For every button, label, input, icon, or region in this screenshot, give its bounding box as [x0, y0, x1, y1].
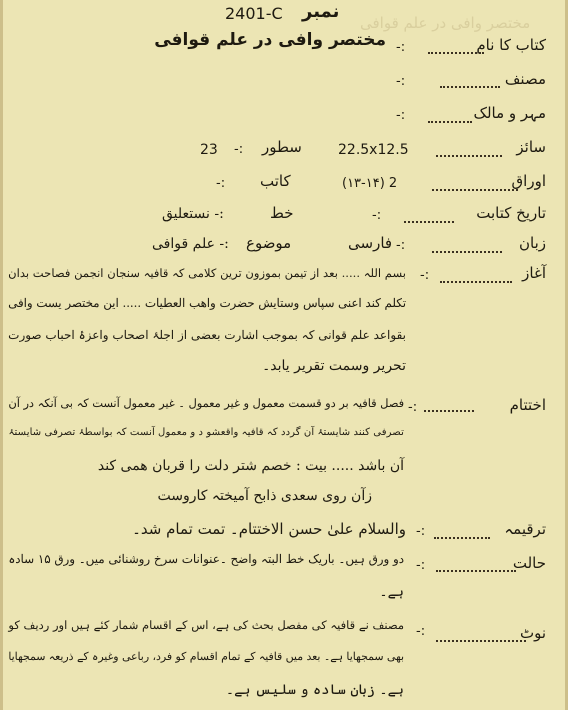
field-label-colophon: ترقیمہ — [504, 520, 546, 538]
opening-line: تکلم کند اعنی سپاس وستایش حضرت واھب العطیات ..... این مختصر یست وافی — [8, 296, 406, 310]
field-sep: :- — [396, 108, 406, 123]
dot-leader — [440, 281, 512, 283]
field-sep: :- — [396, 74, 406, 89]
field-label-book-name: کتاب کا نام — [476, 36, 546, 54]
note-line: مصنف نے قافیہ کی مفصل بحث کی ہے، اس کے اقسام شمار کئے ہیں اور ردیف کو — [8, 618, 404, 632]
subject-label: موضوع — [246, 234, 292, 252]
field-sep: :- — [416, 524, 426, 539]
book-title: مختصر وافی در علم قوافی — [154, 30, 386, 50]
opening-line: بقواعد علم قوانی کہ بموجب اشارت بعضی از اجلۂ اصحاب واعزۂ احباب صورت — [8, 328, 406, 342]
field-sep: :- — [408, 400, 418, 415]
field-sep: :- — [396, 40, 406, 55]
closing-line: آن باشد ..... بیت : خصم شتر دلت را قربان ھمی کند — [97, 458, 404, 474]
dot-leader — [404, 221, 454, 223]
lines-sep: :- — [234, 142, 244, 157]
script-value: :- نستعلیق — [162, 206, 224, 222]
field-label-closing: اختتام — [509, 396, 546, 414]
colophon-value: والسلام علیٰ حسن الاختتام۔ تمت تمام شد۔ — [132, 520, 406, 538]
field-sep: :- — [416, 624, 426, 639]
dot-leader — [428, 52, 484, 54]
language-value: فارسی — [348, 234, 393, 252]
dot-leader — [440, 86, 500, 88]
field-sep: :- — [396, 238, 406, 253]
field-label-condition: حالت — [512, 554, 546, 572]
dot-leader — [424, 410, 474, 412]
dot-leader — [428, 121, 472, 123]
closing-line: زآن روی سعدی ذابح آمیختہ کاروست — [157, 488, 372, 504]
lines-value: 23 — [200, 142, 218, 158]
opening-line: بسم اللہ ..... بعد از تیمن بموزون ترین کلامی کہ قافیہ سنجان انجمن فصاحت بدان — [8, 266, 406, 280]
dot-leader — [432, 251, 502, 253]
field-label-language: زبان — [518, 234, 546, 252]
size-value: 22.5x12.5 — [338, 142, 409, 158]
field-label-size: سائز — [516, 138, 546, 156]
closing-line: فصل قافیہ بر دو قسمت معمول و غیر معمول ۔ غیر معمول آنست کہ بی آنکہ در آن — [8, 396, 404, 410]
field-label-note: نوٹ — [519, 624, 546, 642]
dot-leader — [436, 640, 526, 642]
subject-value: :- علم قوافی — [152, 236, 229, 252]
scribe-label: کاتب — [260, 172, 291, 190]
closing-line: تصرفی کنند شایستۂ آن گردد کہ قافیہ واقعشو د و معمول آنست کہ بواسطۂ تصرفی شایستۂ — [8, 426, 404, 438]
dot-leader — [436, 570, 516, 572]
field-label-folios: اوراق — [511, 172, 546, 190]
field-sep: :- — [416, 558, 426, 573]
field-sep: :- — [420, 268, 430, 283]
dot-leader — [436, 155, 502, 157]
opening-line: تحریر وسمت تقریر یابد۔ — [262, 358, 406, 374]
page-edge-left — [0, 0, 3, 710]
condition-line: ہے۔ — [379, 584, 404, 600]
dot-leader — [434, 537, 490, 539]
catalog-number: 2401-C — [225, 4, 283, 23]
field-label-opening: آغاز — [522, 264, 546, 282]
condition-line: دو ورق ہیں۔ باریک خط البتہ واضح ۔عنوانات سرخ روشنائی میں۔ ورق ۱۵ سادہ — [8, 552, 404, 566]
field-label-author: مصنف — [504, 70, 546, 88]
script-label: خط — [270, 204, 294, 222]
scribe-sep: :- — [216, 176, 226, 191]
lines-label: سطور — [262, 138, 302, 156]
field-label-seal-owner: مہر و مالک — [473, 104, 546, 122]
note-line: ہے۔ زبان سادہ و سلیس ہے۔ — [225, 682, 404, 698]
note-line: بھی سمجھایا ہے۔ بعد میں قافیہ کے تمام اقسام کو فرد، رباعی وغیرہ کے ذریعہ سمجھایا — [8, 650, 404, 663]
dot-leader — [432, 189, 518, 191]
folios-value: 2 (۱۳-۱۴) — [342, 176, 398, 191]
field-label-date: تاریخ کتابت — [476, 204, 546, 222]
faded-bleed-text: مختصر وافی در علم قوافی — [360, 14, 531, 32]
catalog-number-label: نمبر — [302, 1, 340, 22]
field-sep: :- — [372, 208, 382, 223]
